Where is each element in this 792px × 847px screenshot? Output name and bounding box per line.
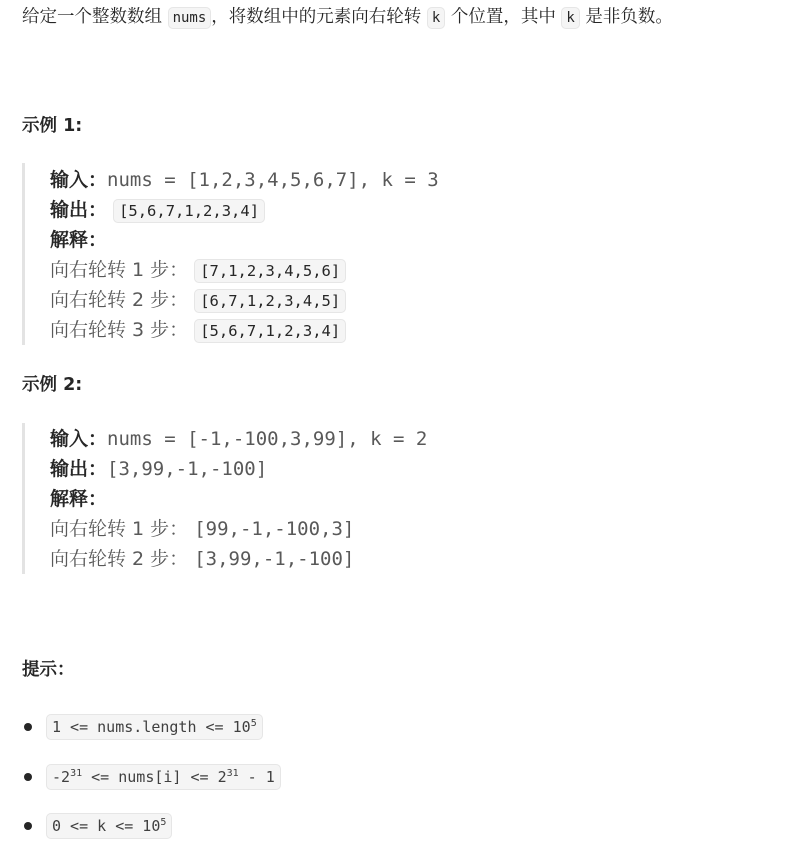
explain-label: 解释： bbox=[50, 229, 108, 251]
example-2-step-1 bbox=[50, 514, 354, 544]
output-label: 输出： bbox=[50, 458, 108, 480]
hint-item-2 bbox=[22, 761, 281, 791]
bullet-icon bbox=[24, 773, 32, 781]
bullet-icon bbox=[24, 822, 32, 830]
hint-code: $0 <= k <= 10^5$ bbox=[46, 813, 172, 839]
step-value: [5,6,7,1,2,3,4] bbox=[194, 319, 346, 343]
example-1-step-3 bbox=[50, 315, 346, 345]
example-2-block bbox=[22, 423, 725, 574]
bullet-icon bbox=[24, 723, 32, 731]
example-1-block bbox=[22, 163, 725, 345]
step-text: 向右轮转 2 步： bbox=[50, 548, 189, 570]
problem-description bbox=[22, 4, 673, 31]
step-text: 向右轮转 1 步： bbox=[50, 259, 189, 281]
hint-item-3 bbox=[22, 810, 172, 840]
output-value: [5,6,7,1,2,3,4] bbox=[113, 199, 265, 223]
intro-text-1: 给定一个整数数组 bbox=[22, 7, 168, 27]
output-value: [3,99,-1,-100] bbox=[107, 458, 268, 480]
step-value: [99,-1,-100,3] bbox=[194, 518, 355, 540]
intro-text-3: 个位置，其中 bbox=[445, 7, 562, 27]
step-value: [6,7,1,2,3,4,5] bbox=[194, 289, 346, 313]
input-value: nums = [1,2,3,4,5,6,7], k = 3 bbox=[107, 169, 439, 191]
input-value: nums = [-1,-100,3,99], k = 2 bbox=[107, 428, 428, 450]
code-k: k bbox=[427, 7, 445, 29]
example-2-step-2 bbox=[50, 544, 354, 574]
code-nums: nums bbox=[168, 7, 212, 29]
example-1-output bbox=[50, 195, 265, 225]
example-1-input bbox=[50, 165, 439, 195]
example-1-step-1 bbox=[50, 255, 346, 285]
step-text: 向右轮转 3 步： bbox=[50, 319, 189, 341]
output-label: 输出： bbox=[50, 199, 108, 221]
step-text: 向右轮转 1 步： bbox=[50, 518, 189, 540]
example-2-input bbox=[50, 424, 427, 454]
step-value: [3,99,-1,-100] bbox=[194, 548, 355, 570]
hint-code: 1 <= nums.length <= $10^5$ bbox=[46, 714, 263, 740]
example-1-heading: 示例 1: bbox=[22, 116, 83, 136]
input-label: 输入： bbox=[50, 169, 108, 191]
intro-text-4: 是非负数。 bbox=[579, 7, 673, 27]
example-2-heading: 示例 2: bbox=[22, 375, 83, 395]
code-k-2: k bbox=[561, 7, 579, 29]
step-text: 向右轮转 2 步： bbox=[50, 289, 189, 311]
hint-code: $-2^{31}$ <= nums[i] <= $2^{31} - 1$ bbox=[46, 764, 281, 790]
example-2-output bbox=[50, 454, 267, 484]
example-1-step-2 bbox=[50, 285, 346, 315]
explain-label: 解释： bbox=[50, 488, 108, 510]
step-value: [7,1,2,3,4,5,6] bbox=[194, 259, 346, 283]
hint-item-1 bbox=[22, 711, 263, 741]
input-label: 输入： bbox=[50, 428, 108, 450]
example-1-explain bbox=[50, 225, 107, 255]
hints-heading: 提示： bbox=[22, 660, 75, 680]
example-2-explain bbox=[50, 484, 107, 514]
intro-text-2: ，将数组中的元素向右轮转 bbox=[211, 7, 427, 27]
